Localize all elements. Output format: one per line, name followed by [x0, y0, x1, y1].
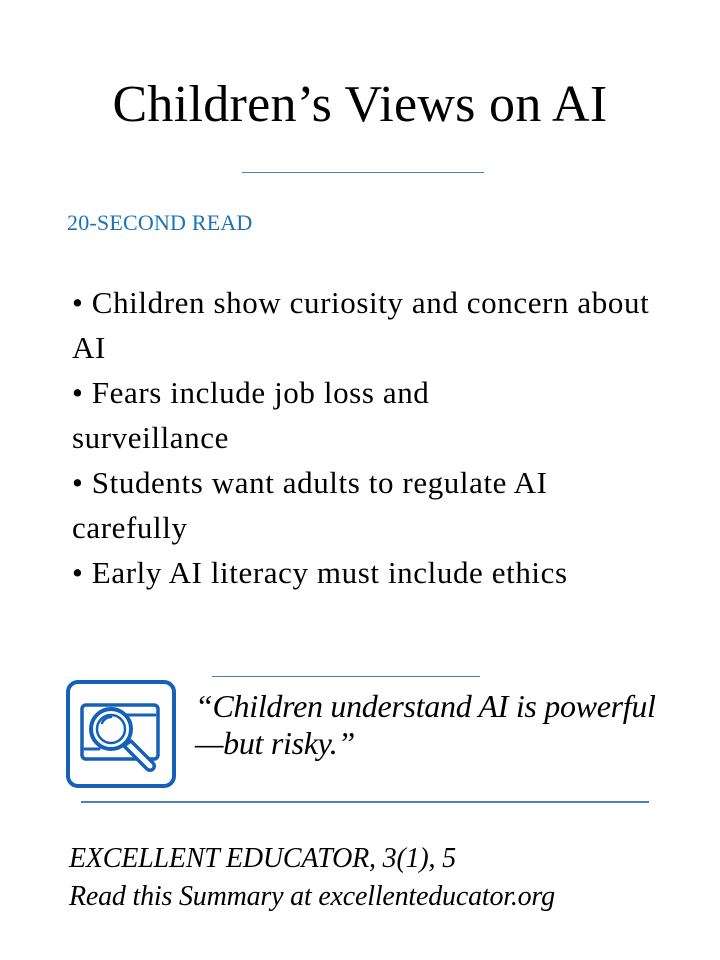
- callout-divider-top: [212, 676, 480, 677]
- section-kicker: 20-SECOND READ: [67, 210, 253, 235]
- bullet-item: • Early AI literacy must include ethics: [72, 555, 568, 590]
- summary-link-text[interactable]: Read this Summary at excellenteducator.org: [69, 881, 555, 912]
- bullet-item: • Fears include job loss and surveillance: [72, 375, 430, 455]
- magnifier-on-screen-icon: [65, 679, 177, 789]
- citation-block: [69, 840, 555, 916]
- page-title: Children’s Views on AI: [112, 76, 608, 133]
- bullet-item: • Students want adults to regulate AI carefully: [72, 465, 548, 545]
- callout-divider-bottom: [81, 801, 649, 803]
- journal-citation: EXCELLENT EDUCATOR, 3(1), 5: [69, 843, 456, 874]
- title-divider: [242, 172, 484, 173]
- bullet-item: • Children show curiosity and concern about AI: [72, 285, 650, 365]
- summary-bullet-list: [72, 280, 672, 595]
- pull-quote: “Children understand AI is powerful—but risky.”: [195, 688, 656, 761]
